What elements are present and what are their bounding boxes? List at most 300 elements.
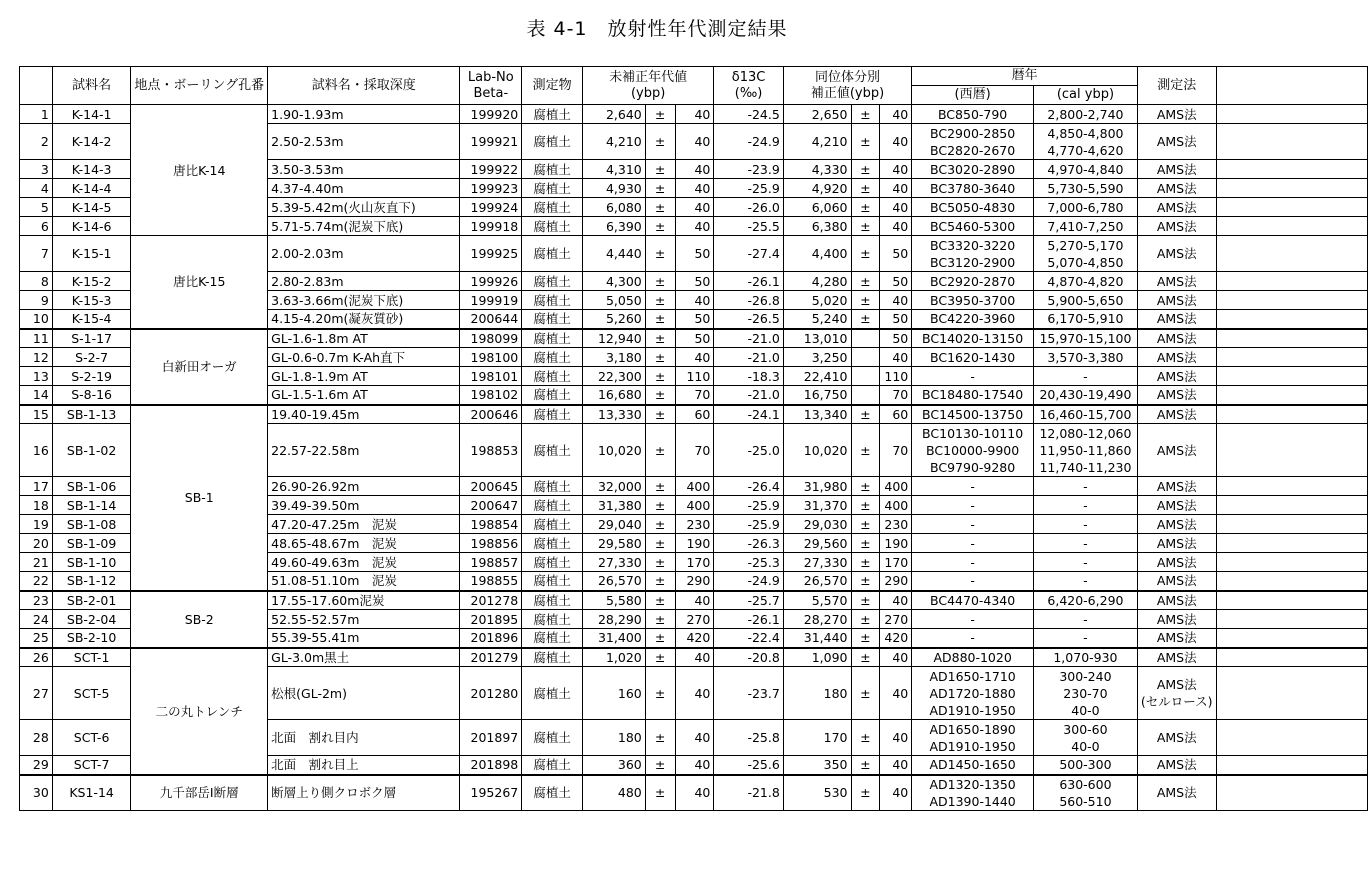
calendar-calybp-line: 6,170-5,910 — [1047, 311, 1124, 327]
d13c-value: -26.1 — [714, 610, 783, 629]
method — [1137, 477, 1216, 496]
corrected-error: 40 — [880, 179, 912, 198]
corrected-age: 31,370 — [783, 496, 851, 515]
header-method: 測定法 — [1137, 67, 1216, 105]
blank-cell — [1216, 105, 1367, 124]
uncorrected-age: 1,020 — [582, 648, 645, 667]
header-no — [20, 67, 53, 105]
corrected-error: 420 — [880, 629, 912, 648]
uncorrected-error: 40 — [675, 124, 714, 160]
plus-minus — [851, 367, 880, 386]
corrected-error: 40 — [880, 667, 912, 720]
blank-cell — [1216, 610, 1367, 629]
uncorrected-error: 50 — [675, 272, 714, 291]
plus-minus: ± — [851, 310, 880, 329]
row-number: 24 — [20, 610, 53, 629]
row-number: 26 — [20, 648, 53, 667]
calendar-calybp — [1033, 591, 1137, 610]
location-name: 白新田オーガ — [131, 329, 268, 405]
blank-cell — [1216, 553, 1367, 572]
calendar-western — [912, 405, 1034, 424]
corrected-error: 40 — [880, 756, 912, 775]
plus-minus: ± — [851, 553, 880, 572]
corrected-age: 530 — [783, 775, 851, 811]
calendar-calybp — [1033, 534, 1137, 553]
d13c-value: -22.4 — [714, 629, 783, 648]
material: 腐植土 — [522, 236, 583, 272]
location-name: 唐比K-15 — [131, 236, 268, 329]
method — [1137, 648, 1216, 667]
plus-minus: ± — [645, 648, 675, 667]
lab-no: 195267 — [460, 775, 522, 811]
uncorrected-error: 40 — [675, 775, 714, 811]
material: 腐植土 — [522, 310, 583, 329]
d13c-value: -25.0 — [714, 424, 783, 477]
method — [1137, 367, 1216, 386]
calendar-western — [912, 515, 1034, 534]
calendar-calybp-line: 1,070-930 — [1053, 649, 1118, 665]
calendar-western — [912, 236, 1034, 272]
row-number: 27 — [20, 667, 53, 720]
uncorrected-error: 40 — [675, 198, 714, 217]
uncorrected-error: 60 — [675, 405, 714, 424]
plus-minus: ± — [851, 272, 880, 291]
uncorrected-error: 420 — [675, 629, 714, 648]
plus-minus: ± — [645, 477, 675, 496]
calendar-calybp-line: 6,420-6,290 — [1047, 592, 1124, 608]
plus-minus: ± — [851, 591, 880, 610]
calendar-calybp-line: 2,800-2,740 — [1047, 106, 1124, 122]
sample-depth: 2.00-2.03m — [268, 236, 460, 272]
uncorrected-error: 290 — [675, 572, 714, 591]
lab-no: 201898 — [460, 756, 522, 775]
uncorrected-age: 12,940 — [582, 329, 645, 348]
corrected-error: 40 — [880, 217, 912, 236]
sample-name: KS1-14 — [52, 775, 131, 811]
sample-name: K-14-6 — [52, 217, 131, 236]
sample-depth: 5.39-5.42m(火山灰直下) — [268, 198, 460, 217]
calendar-calybp — [1033, 648, 1137, 667]
d13c-value: -23.9 — [714, 160, 783, 179]
uncorrected-age: 2,640 — [582, 105, 645, 124]
row-number: 13 — [20, 367, 53, 386]
d13c-value: -21.0 — [714, 329, 783, 348]
lab-no: 198100 — [460, 348, 522, 367]
calendar-western — [912, 272, 1034, 291]
uncorrected-age: 22,300 — [582, 367, 645, 386]
row-number: 23 — [20, 591, 53, 610]
sample-depth: 55.39-55.41m — [268, 629, 460, 648]
d13c-value: -26.4 — [714, 477, 783, 496]
corrected-error: 60 — [880, 405, 912, 424]
uncorrected-age: 5,260 — [582, 310, 645, 329]
corrected-age: 1,090 — [783, 648, 851, 667]
calendar-western — [912, 291, 1034, 310]
d13c-value: -27.4 — [714, 236, 783, 272]
uncorrected-error: 40 — [675, 348, 714, 367]
calendar-calybp-line: 15,970-15,100 — [1039, 330, 1132, 346]
method — [1137, 217, 1216, 236]
lab-no: 198102 — [460, 386, 522, 405]
material: 腐植土 — [522, 160, 583, 179]
row-number: 29 — [20, 756, 53, 775]
method-line: AMS法 — [1156, 387, 1197, 403]
calendar-calybp-line: 4,970-4,840 — [1047, 161, 1124, 177]
calendar-western-line: AD1390-1440 — [929, 793, 1016, 809]
calendar-western — [912, 386, 1034, 405]
plus-minus: ± — [645, 610, 675, 629]
sample-name: K-14-2 — [52, 124, 131, 160]
row-number: 10 — [20, 310, 53, 329]
calendar-western — [912, 179, 1034, 198]
row-number: 2 — [20, 124, 53, 160]
plus-minus: ± — [645, 386, 675, 405]
d13c-value: -25.5 — [714, 217, 783, 236]
method — [1137, 179, 1216, 198]
blank-cell — [1216, 198, 1367, 217]
uncorrected-error: 40 — [675, 648, 714, 667]
plus-minus: ± — [645, 720, 675, 756]
lab-no: 201897 — [460, 720, 522, 756]
calendar-calybp — [1033, 756, 1137, 775]
calendar-western — [912, 496, 1034, 515]
sample-depth: 47.20-47.25m 泥炭 — [268, 515, 460, 534]
corrected-error: 40 — [880, 198, 912, 217]
calendar-western-line: BC850-790 — [937, 106, 1008, 122]
calendar-calybp-line: 40-0 — [1071, 738, 1100, 754]
sample-depth: 22.57-22.58m — [268, 424, 460, 477]
calendar-calybp-line: - — [1083, 630, 1088, 646]
location-name: SB-1 — [131, 405, 268, 591]
material: 腐植土 — [522, 291, 583, 310]
calendar-western-line: BC3780-3640 — [930, 180, 1016, 196]
lab-no: 201280 — [460, 667, 522, 720]
uncorrected-age: 32,000 — [582, 477, 645, 496]
calendar-calybp-line: 5,900-5,650 — [1047, 292, 1124, 308]
sample-depth: GL-3.0m黒土 — [268, 648, 460, 667]
corrected-age: 3,250 — [783, 348, 851, 367]
calendar-western-line: AD1910-1950 — [929, 702, 1016, 718]
calendar-western — [912, 591, 1034, 610]
calendar-western — [912, 610, 1034, 629]
header-corrected: 同位体分別 補正値(ybp) — [783, 67, 911, 105]
uncorrected-age: 5,580 — [582, 591, 645, 610]
calendar-western-line: BC2820-2670 — [930, 142, 1016, 158]
sample-name: SB-1-13 — [52, 405, 131, 424]
row-number: 3 — [20, 160, 53, 179]
plus-minus: ± — [645, 124, 675, 160]
sample-depth: GL-0.6-0.7m K-Ah直下 — [268, 348, 460, 367]
sample-name: SB-1-06 — [52, 477, 131, 496]
d13c-value: -18.3 — [714, 367, 783, 386]
sample-depth: 39.49-39.50m — [268, 496, 460, 515]
calendar-calybp — [1033, 720, 1137, 756]
method-line: AMS法 — [1156, 497, 1197, 513]
corrected-age: 4,330 — [783, 160, 851, 179]
calendar-calybp-line: 630-600 — [1059, 776, 1112, 792]
table-row — [20, 405, 1368, 424]
sample-depth: 3.50-3.53m — [268, 160, 460, 179]
calendar-calybp — [1033, 236, 1137, 272]
blank-cell — [1216, 236, 1367, 272]
lab-no: 199920 — [460, 105, 522, 124]
method-line: AMS法 — [1156, 134, 1197, 149]
d13c-value: -23.7 — [714, 667, 783, 720]
plus-minus: ± — [851, 629, 880, 648]
calendar-western-line: BC1620-1430 — [930, 349, 1016, 365]
row-number: 20 — [20, 534, 53, 553]
method — [1137, 775, 1216, 811]
plus-minus: ± — [645, 198, 675, 217]
uncorrected-error: 400 — [675, 477, 714, 496]
corrected-age: 4,920 — [783, 179, 851, 198]
method-line: AMS法 — [1156, 106, 1197, 122]
method — [1137, 348, 1216, 367]
sample-name: K-15-1 — [52, 236, 131, 272]
header-calendar: 暦年 — [912, 67, 1138, 86]
plus-minus — [851, 386, 880, 405]
uncorrected-age: 29,580 — [582, 534, 645, 553]
material: 腐植土 — [522, 534, 583, 553]
method — [1137, 720, 1216, 756]
calendar-calybp-line: 5,070-4,850 — [1047, 254, 1124, 270]
row-number: 25 — [20, 629, 53, 648]
method-line: AMS法 — [1156, 406, 1197, 422]
calendar-calybp — [1033, 105, 1137, 124]
corrected-age: 6,060 — [783, 198, 851, 217]
location-name: 九千部岳Ⅰ断層 — [131, 775, 268, 811]
plus-minus: ± — [645, 667, 675, 720]
calendar-calybp-line: - — [1083, 535, 1088, 551]
corrected-error: 40 — [880, 648, 912, 667]
header-sample-depth: 試料名・採取深度 — [268, 67, 460, 105]
calendar-western-line: - — [970, 497, 975, 513]
corrected-age: 31,980 — [783, 477, 851, 496]
calendar-western-line: AD1720-1880 — [929, 685, 1016, 701]
sample-name: K-15-3 — [52, 291, 131, 310]
plus-minus: ± — [851, 124, 880, 160]
uncorrected-age: 28,290 — [582, 610, 645, 629]
calendar-western-line: - — [970, 478, 975, 494]
material: 腐植土 — [522, 367, 583, 386]
uncorrected-error: 40 — [675, 667, 714, 720]
sample-name: K-14-4 — [52, 179, 131, 198]
corrected-age: 5,020 — [783, 291, 851, 310]
sample-name: S-2-19 — [52, 367, 131, 386]
sample-name: SB-1-12 — [52, 572, 131, 591]
header-uncorrected: 未補正年代値 (ybp) — [582, 67, 713, 105]
lab-no: 199921 — [460, 124, 522, 160]
method — [1137, 496, 1216, 515]
blank-cell — [1216, 591, 1367, 610]
plus-minus: ± — [645, 367, 675, 386]
calendar-calybp — [1033, 775, 1137, 811]
calendar-calybp-line: 7,000-6,780 — [1047, 199, 1124, 215]
blank-cell — [1216, 386, 1367, 405]
corrected-error: 40 — [880, 124, 912, 160]
plus-minus: ± — [645, 179, 675, 198]
sample-depth: 5.71-5.74m(泥炭下底) — [268, 217, 460, 236]
material: 腐植土 — [522, 496, 583, 515]
sample-name: S-8-16 — [52, 386, 131, 405]
calendar-calybp-line: 230-70 — [1063, 685, 1108, 701]
corrected-error: 70 — [880, 386, 912, 405]
location-name: 二の丸トレンチ — [131, 648, 268, 775]
uncorrected-age: 160 — [582, 667, 645, 720]
row-number: 11 — [20, 329, 53, 348]
material: 腐植土 — [522, 720, 583, 756]
plus-minus: ± — [645, 405, 675, 424]
plus-minus: ± — [851, 610, 880, 629]
d13c-value: -25.9 — [714, 179, 783, 198]
calendar-western-line: BC10130-10110 — [922, 425, 1024, 441]
uncorrected-error: 70 — [675, 424, 714, 477]
corrected-age: 13,010 — [783, 329, 851, 348]
calendar-western-line: BC2920-2870 — [930, 273, 1016, 289]
sample-depth: 3.63-3.66m(泥炭下底) — [268, 291, 460, 310]
method-line: AMS法 — [1156, 368, 1197, 384]
calendar-western — [912, 217, 1034, 236]
plus-minus: ± — [645, 534, 675, 553]
plus-minus: ± — [645, 217, 675, 236]
plus-minus: ± — [645, 291, 675, 310]
uncorrected-age: 4,440 — [582, 236, 645, 272]
uncorrected-error: 50 — [675, 310, 714, 329]
sample-name: SB-1-10 — [52, 553, 131, 572]
calendar-western — [912, 720, 1034, 756]
calendar-calybp-line: 11,740-11,230 — [1039, 459, 1132, 475]
corrected-error: 290 — [880, 572, 912, 591]
header-material: 測定物 — [522, 67, 583, 105]
blank-cell — [1216, 179, 1367, 198]
sample-name: SB-2-04 — [52, 610, 131, 629]
blank-cell — [1216, 329, 1367, 348]
corrected-age: 26,570 — [783, 572, 851, 591]
blank-cell — [1216, 217, 1367, 236]
plus-minus: ± — [645, 553, 675, 572]
material: 腐植土 — [522, 105, 583, 124]
sample-depth: 北面 割れ目上 — [268, 756, 460, 775]
row-number: 21 — [20, 553, 53, 572]
method-line: AMS法 — [1156, 730, 1197, 745]
d13c-value: -20.8 — [714, 648, 783, 667]
blank-cell — [1216, 756, 1367, 775]
blank-cell — [1216, 496, 1367, 515]
lab-no: 199918 — [460, 217, 522, 236]
header-sample: 試料名 — [52, 67, 131, 105]
plus-minus: ± — [851, 160, 880, 179]
calendar-calybp — [1033, 348, 1137, 367]
blank-cell — [1216, 775, 1367, 811]
lab-no: 198101 — [460, 367, 522, 386]
calendar-western — [912, 160, 1034, 179]
lab-no: 198856 — [460, 534, 522, 553]
uncorrected-age: 4,930 — [582, 179, 645, 198]
d13c-value: -24.1 — [714, 405, 783, 424]
method — [1137, 756, 1216, 775]
material: 腐植土 — [522, 629, 583, 648]
lab-no: 199924 — [460, 198, 522, 217]
calendar-western-line: BC9790-9280 — [930, 459, 1016, 475]
calendar-western-line: BC10000-9900 — [926, 442, 1020, 458]
d13c-value: -26.8 — [714, 291, 783, 310]
material: 腐植土 — [522, 775, 583, 811]
calendar-calybp-line: 4,870-4,820 — [1047, 273, 1124, 289]
calendar-western-line: AD1650-1890 — [929, 721, 1016, 737]
plus-minus: ± — [645, 572, 675, 591]
sample-name: S-1-17 — [52, 329, 131, 348]
calendar-calybp — [1033, 553, 1137, 572]
calendar-calybp-line: 5,730-5,590 — [1047, 180, 1124, 196]
d13c-value: -25.8 — [714, 720, 783, 756]
uncorrected-error: 270 — [675, 610, 714, 629]
calendar-calybp-line: - — [1083, 478, 1088, 494]
material: 腐植土 — [522, 124, 583, 160]
row-number: 7 — [20, 236, 53, 272]
uncorrected-age: 4,210 — [582, 124, 645, 160]
header-d13c: δ13C (‰) — [714, 67, 783, 105]
calendar-calybp-line: 5,270-5,170 — [1047, 237, 1124, 253]
calendar-western — [912, 367, 1034, 386]
sample-depth: GL-1.5-1.6m AT — [268, 386, 460, 405]
plus-minus: ± — [851, 198, 880, 217]
location-name: 唐比K-14 — [131, 105, 268, 236]
calendar-western-line: BC18480-17540 — [922, 387, 1024, 403]
sample-name: K-14-1 — [52, 105, 131, 124]
method-line: AMS法 — [1156, 757, 1197, 773]
row-number: 19 — [20, 515, 53, 534]
corrected-error: 40 — [880, 160, 912, 179]
corrected-error: 190 — [880, 534, 912, 553]
corrected-error: 40 — [880, 348, 912, 367]
calendar-western — [912, 553, 1034, 572]
sample-depth: 49.60-49.63m 泥炭 — [268, 553, 460, 572]
blank-cell — [1216, 667, 1367, 720]
corrected-age: 22,410 — [783, 367, 851, 386]
method-line: AMS法 — [1156, 273, 1197, 289]
method-line: AMS法 — [1156, 349, 1197, 365]
method-line: AMS法 — [1156, 292, 1197, 308]
corrected-error: 40 — [880, 720, 912, 756]
blank-cell — [1216, 477, 1367, 496]
table-row — [20, 329, 1368, 348]
method — [1137, 105, 1216, 124]
uncorrected-age: 31,400 — [582, 629, 645, 648]
method-line: AMS法 — [1156, 478, 1197, 494]
corrected-error: 50 — [880, 329, 912, 348]
calendar-calybp-line: 4,770-4,620 — [1047, 142, 1124, 158]
sample-depth: GL-1.8-1.9m AT — [268, 367, 460, 386]
corrected-age: 6,380 — [783, 217, 851, 236]
calendar-western — [912, 198, 1034, 217]
header-location: 地点・ボーリング孔番 — [131, 67, 268, 105]
blank-cell — [1216, 310, 1367, 329]
lab-no: 198853 — [460, 424, 522, 477]
uncorrected-age: 13,330 — [582, 405, 645, 424]
method — [1137, 198, 1216, 217]
blank-cell — [1216, 424, 1367, 477]
corrected-age: 4,400 — [783, 236, 851, 272]
material: 腐植土 — [522, 477, 583, 496]
sample-depth: 北面 割れ目内 — [268, 720, 460, 756]
plus-minus: ± — [851, 236, 880, 272]
header-blank — [1216, 67, 1367, 105]
d13c-value: -25.9 — [714, 515, 783, 534]
sample-name: SCT-1 — [52, 648, 131, 667]
calendar-calybp-line: - — [1083, 368, 1088, 384]
row-number: 28 — [20, 720, 53, 756]
plus-minus: ± — [645, 591, 675, 610]
